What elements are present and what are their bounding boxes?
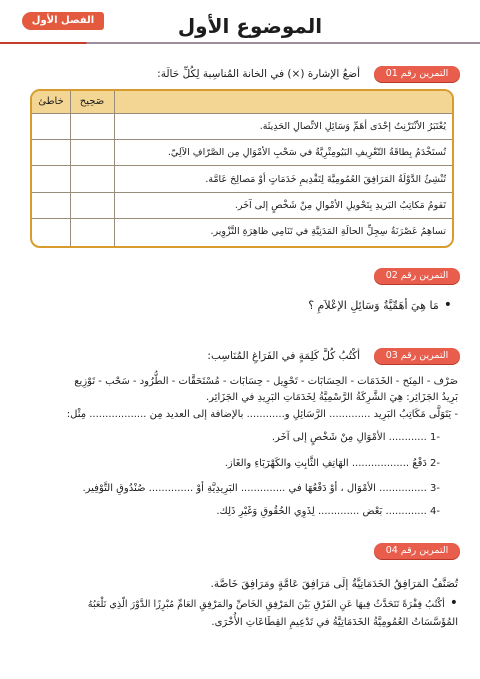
title-divider bbox=[0, 42, 480, 44]
exercise-3-word-bank: صَرْف - المِنَح - الخَدَمَات - الحِسَابَات - تَحْوِيل - حِسَابَات - مُسْتَحَقَّات - الطُّرُود - سَحْب - تَوْزِيع bbox=[74, 376, 458, 387]
col-correct-label: صَحِيح bbox=[79, 96, 105, 107]
table-row bbox=[32, 139, 452, 166]
exercise-3-item-1: -1 ............ الأمْوَالِ مِنْ شَخْصٍ إلى آخَر. bbox=[271, 432, 440, 443]
exercise-4-task-text-1: أكْتُبُ فِقْرَةً تَتَحَدَّثُ فِيهَا عَنِ الفَرْقِ بَيْنَ المَرْفِقِ الخَاصِّ والمَرْفِقِ العَامِّ مُبْرِزًا الدَّوْرَ الّذِي تَلْعَبُهُ bbox=[87, 599, 445, 610]
col-divider bbox=[114, 140, 115, 166]
exercise-1-instruction: أضعُ الإشارة (×) في الخانة المُناسِبة لِكُلِّ حَالَة: bbox=[157, 68, 360, 80]
exercise-3-intro: بَرِيدُ الجَزَائِر: هِيَ الشَّرِكَةُ الرَّسْمِيَّةُ لِخَدَمَاتِ البَرِيدِ في الجَزَائِر. bbox=[205, 392, 458, 403]
exercise-1-table bbox=[30, 89, 454, 248]
table-statement: تَقومُ مَكاتِبُ البَريدِ بِتَحْويلِ الأمْوالِ مِنْ شَخْصٍ إلى آخَر. bbox=[234, 200, 446, 211]
exercise-3-item-2: -2 دَفْعُ .................. الهَاتِفِ الثَّابِتِ والكَهْرَبَاءِ والغَاز. bbox=[224, 458, 440, 469]
exercise-3-item-4: -4 ............. بَعْض ............. لِذَوِي الحُقُوقِ وَغَيْرِ ذَلِك. bbox=[216, 506, 440, 517]
exercise-3-badge: التمرين رقم 03 bbox=[374, 348, 460, 364]
exercise-2-question-text: مَا هِيَ أهَمِّيَّةُ وَسَائِلِ الإعْلاَمِ ؟ bbox=[308, 299, 439, 312]
col-divider bbox=[70, 114, 71, 140]
exercise-3-instruction: أكْتُبُ كُلَّ كَلِمَةٍ في الفَرَاغِ المُنَاسِب: bbox=[207, 350, 360, 362]
table-row bbox=[32, 113, 452, 140]
exercise-1-badge: التمرين رقم 01 bbox=[374, 66, 460, 82]
table-header-row bbox=[32, 91, 452, 113]
table-statement: تُنْشِئُ الدَّوْلَةُ المَرَافِقَ العُمُومِيَّةَ لِتَقْدِيمِ خَدَمَاتٍ أوْ مَصالِحَ عَامَّة. bbox=[205, 174, 446, 185]
col-divider bbox=[114, 193, 115, 219]
table-statement: يُعْتَبَرُ الأنْتَرْنِتُ إحْدَى أهَمِّ وَسَائِلِ الاتِّصالِ الحَدِيثَة. bbox=[259, 121, 446, 132]
table-row bbox=[32, 218, 452, 247]
col-divider bbox=[114, 114, 115, 140]
col-divider bbox=[70, 219, 71, 247]
exercise-2-question bbox=[308, 298, 452, 313]
table-row bbox=[32, 192, 452, 219]
table-row bbox=[32, 165, 452, 193]
col-divider bbox=[70, 193, 71, 219]
col-divider bbox=[70, 166, 71, 193]
col-divider bbox=[70, 140, 71, 166]
table-statement: تساهِمُ عَصْرَنَةُ سِجِلِّ الحالَةِ المَدَنِيَّةِ في تَنَامِي ظاهِرَةِ التَّزْوِير. bbox=[210, 226, 446, 237]
page-title: الموضوع الأول bbox=[177, 14, 323, 38]
table-statement: تُستَخْدَمُ بِطاقَةُ التّعْرِيفِ البَيُومِتْرِيَّةُ في سَحْبِ الأمْوَالِ مِن الصَّرّافِ الآلِيّ. bbox=[167, 147, 446, 158]
exercise-4-task-line-1 bbox=[88, 596, 458, 612]
exercise-3-item-3: -3 ............... الأمْوَال ، أوْ دَفْعُهَا في .............. البَرِيدِيَّةِ أوْ .............. صُنْدُوقِ التَّوْفِير. bbox=[82, 483, 440, 494]
exercise-4-badge: التمرين رقم 04 bbox=[374, 543, 460, 559]
col-divider bbox=[114, 91, 115, 113]
chapter-tag: الفصل الأول bbox=[22, 12, 104, 30]
col-wrong-label: خاطئ bbox=[38, 96, 64, 107]
exercise-4-intro: تُصَنَّفُ المَرَافِقُ الخَدَمَاتِيَّةُ إلَى مَرَافِقَ عَامَّةٍ ومَرَافِقَ خَاصَّة. bbox=[210, 578, 458, 590]
exercise-3-intro2: - يَتَوَلَّى مَكَاتِبُ البَرِيد ............. الرَّسَائِلِ و............ بالإضافة إلى العديد مِن .................. مِثْل: bbox=[66, 409, 458, 420]
exercise-2-badge: التمرين رقم 02 bbox=[374, 268, 460, 284]
exercise-4-task-line-2: المُؤَسَّسَاتُ العُمُومِيَّةُ الخَدَمَاتِيَّةُ في تَدْعِيمِ القِطَاعَاتِ الأُخْرَى. bbox=[211, 617, 458, 628]
col-divider bbox=[114, 166, 115, 193]
col-divider bbox=[114, 219, 115, 247]
